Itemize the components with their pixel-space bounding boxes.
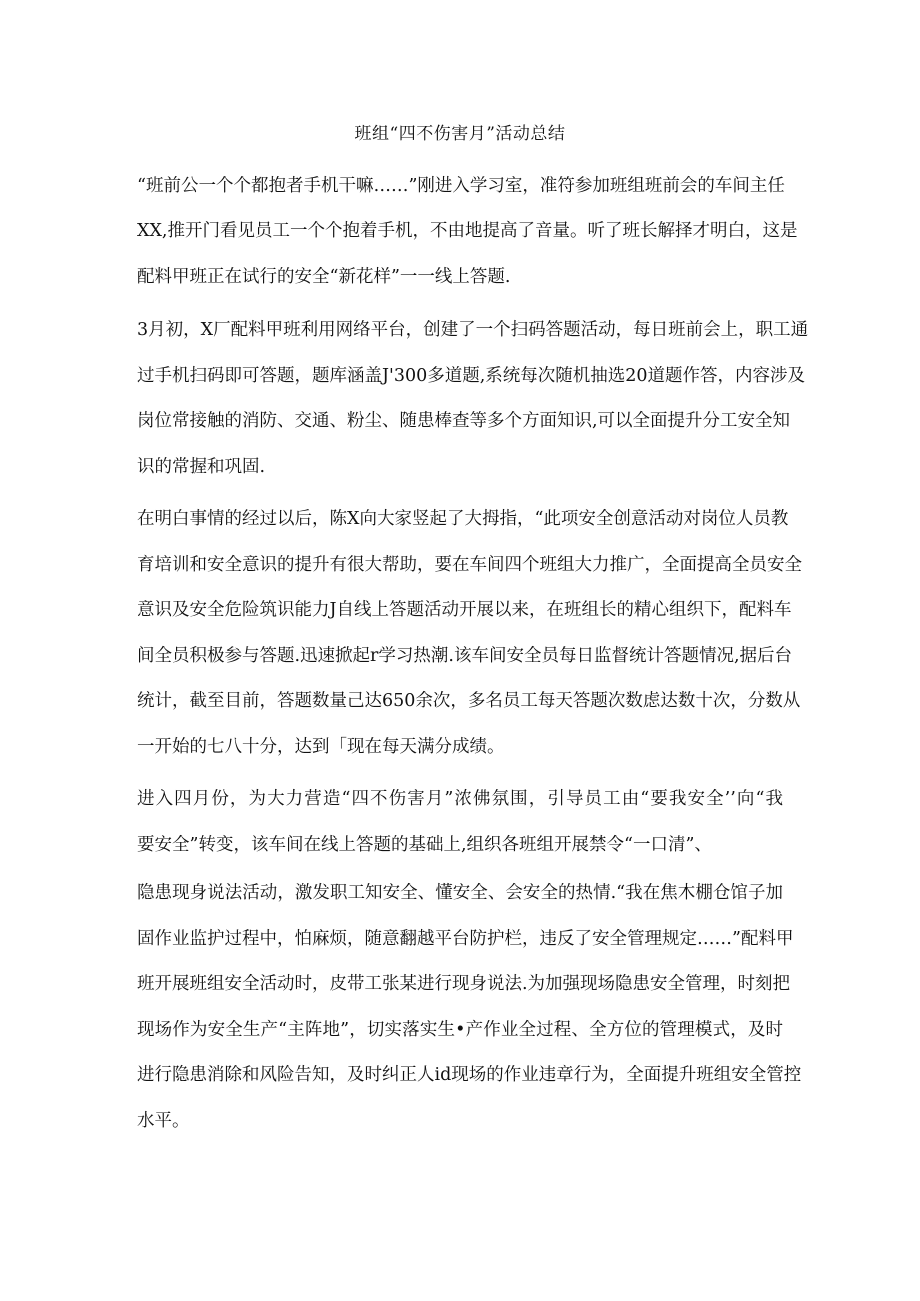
text-line: 一开始的七八十分，达到「现在每天满分成绩。: [137, 737, 505, 757]
text-line: 班开展班组安全活动时，皮带工张某进行现身说法.为加强现场隐患安全管理，时刻把: [137, 974, 791, 994]
text-line: 育培训和安全意识的提升有很大帮助，要在车间四个班组大力推广，全面提高全员安全: [137, 555, 802, 575]
text-line: XX,推开门看见员工一个个抱着手机，不由地提高了音量。听了班长解择才明白，这是: [137, 221, 798, 241]
text-line: 进行隐患消除和风险告知，及时纠正人id现场的作业违章行为，全面提升班组安全管控: [137, 1065, 802, 1085]
text-line: 配料甲班正在试行的安全“新花样”一一线上答题.: [137, 267, 511, 287]
text-line: 现场作为安全生产“主阵地”，切实落实生•产作业全过程、全方位的管理模式，及时: [137, 1020, 783, 1040]
document-title: 班组“四不伤害月”活动总结: [354, 124, 566, 144]
text-line: 识的常握和巩固.: [137, 457, 266, 477]
text-line: 水平。: [137, 1111, 190, 1131]
text-line: 固作业监护过程中，怕麻烦，随意翻越平台防护栏，违反了安全管理规定……”配料甲: [137, 929, 794, 949]
text-line: 要安全”转变，该车间在线上答题的基础上,组织各班组开展禁令“一口清”、: [137, 835, 712, 855]
text-line: 间全员积极参与答题.迅速掀起r学习热潮.该车间安全员每日监督统计答题情况,据后台: [137, 646, 793, 666]
text-line: “班前公一个个都抱者手机干嘛……”刚进入学习室，准符参加班组班前会的车间主任: [137, 176, 785, 196]
text-line: 隐患现身说法活动，激发职工知安全、懂安全、会安全的热情.“我在焦木棚仓馆子加: [137, 883, 783, 903]
text-line: 过手机扫码即可答题，题库涵盖J'300多道题,系统每次随机抽选20道题作答，内容涉及: [137, 366, 806, 386]
text-line: 统计，截至目前，答题数量己达650余次，多名员工每天答题次数虑达数十次，分数从: [137, 691, 801, 711]
text-line: 意识及安全危险筑识能力J自线上答题活动开展以来，在班组长的精心组织下，配料车: [137, 600, 792, 620]
text-line: 进入四月份，为大力营造“四不伤害月”浓佛氛围，引导员工由“要我安全’’向“我: [137, 789, 783, 809]
text-line: 在明白事情的经过以后，陈X向大家竖起了大拇指，“此项安全创意活动对岗位人员教: [137, 509, 789, 529]
text-line: 岗位常接触的消防、交通、粉尘、随患棒查等多个方面知识,可以全面提升分工安全知: [137, 411, 791, 431]
text-line: 3月初，X厂配料甲班利用网络平台，创建了一个扫码答题活动，每日班前会上，职工通: [137, 320, 809, 340]
